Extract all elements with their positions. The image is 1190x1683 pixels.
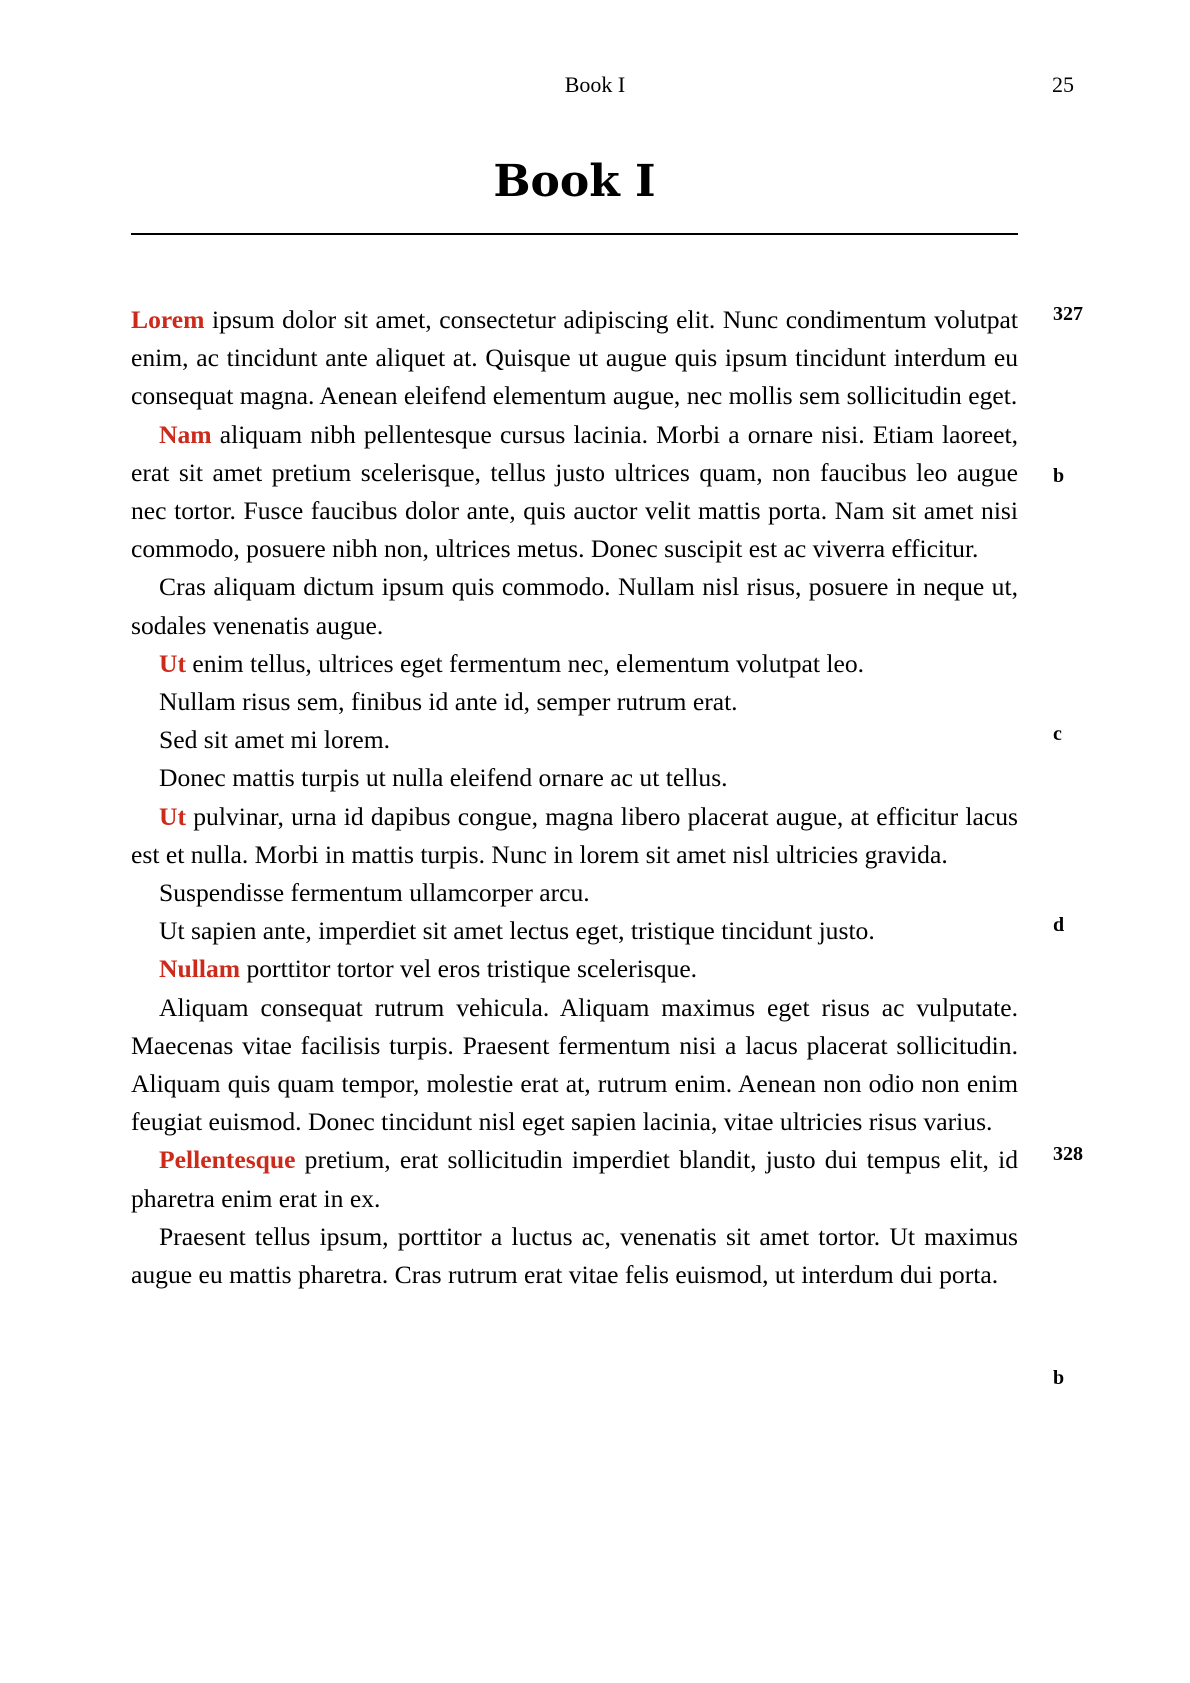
- paragraph-text: Aliquam consequat rutrum vehicula. Aliquam maximus eget risus ac vulputate. Maecenas vitae facilisis turpis. Praesent fermentum nisi a lacus placerat sollicitudin. Aliquam quis quam tempor, molestie erat at, rutrum enim. Aenean non odio non enim feugiat euismod. Donec tincidunt nisl eget sapien lacinia, vitae ultricies risus varius.: [131, 992, 1018, 1137]
- paragraph-text: enim tellus, ultrices eget fermentum nec, elementum volutpat leo.: [186, 648, 865, 678]
- body-text: [131, 301, 1018, 1294]
- paragraph: [131, 950, 1018, 988]
- lead-word: Lorem: [131, 305, 205, 334]
- paragraph: [131, 683, 1018, 721]
- paragraph: [131, 645, 1018, 683]
- paragraph-text: Nullam risus sem, finibus id ante id, semper rutrum erat.: [159, 687, 738, 717]
- margin-marker: c: [1053, 723, 1062, 745]
- paragraph: [131, 416, 1018, 569]
- paragraph: [131, 874, 1018, 912]
- paragraph-text: Ut sapien ante, imperdiet sit amet lectus eget, tristique tincidunt justo.: [159, 916, 875, 946]
- running-head: [0, 72, 1190, 102]
- paragraph-text: ipsum dolor sit amet, consectetur adipiscing elit. Nunc condimentum volutpat enim, ac tincidunt ante aliquet at. Quisque ut augue quis ipsum tincidunt interdum eu consequat magna. Aenean eleifend elementum augue, nec mollis sem sollicitudin eget.: [131, 305, 1018, 411]
- paragraph: [131, 798, 1018, 874]
- paragraph: [131, 1218, 1018, 1294]
- paragraph: [131, 759, 1018, 797]
- paragraph-text: aliquam nibh pellentesque cursus lacinia. Morbi a ornare nisi. Etiam laoreet, erat sit amet pretium scelerisque, tellus justo ultrices quam, non faucibus leo augue nec tortor. Fusce faucibus dolor ante, quis auctor velit mattis porta. Nam sit amet nisi commodo, posuere nibh non, ultrices metus. Donec suscipit est ac viverra efficitur.: [131, 419, 1018, 564]
- paragraph: [131, 989, 1018, 1142]
- paragraph-text: Sed sit amet mi lorem.: [159, 725, 391, 755]
- chapter-title: Book I: [493, 156, 656, 207]
- margin-marker: 327: [1053, 303, 1083, 325]
- paragraph-text: pretium, erat sollicitudin imperdiet blandit, justo dui tempus elit, id pharetra enim erat in ex.: [131, 1145, 1018, 1213]
- running-head-title: Book I: [564, 72, 626, 97]
- lead-word: Ut: [159, 648, 187, 678]
- paragraph-text: Suspendisse fermentum ullamcorper arcu.: [159, 878, 590, 908]
- paragraph-text: porttitor tortor vel eros tristique scelerisque.: [240, 954, 698, 984]
- paragraph: [131, 301, 1018, 416]
- paragraph: [131, 568, 1018, 644]
- paragraph-text: pulvinar, urna id dapibus congue, magna libero placerat augue, at efficitur lacus est et nulla. Morbi in mattis turpis. Nunc in lorem sit amet nisl ultricies gravida.: [131, 801, 1018, 869]
- paragraph: [131, 912, 1018, 950]
- lead-word: Nullam: [159, 954, 241, 984]
- lead-word: Ut: [159, 801, 187, 831]
- margin-marker: 328: [1053, 1143, 1083, 1165]
- margin-marker: d: [1053, 914, 1065, 936]
- paragraph: [131, 721, 1018, 759]
- page-number: 25: [1052, 72, 1074, 97]
- title-rule: [131, 233, 1018, 235]
- lead-word: Nam: [159, 419, 212, 449]
- paragraph: [131, 1141, 1018, 1217]
- margin-marker: b: [1053, 1367, 1065, 1389]
- lead-word: Pellentesque: [159, 1145, 296, 1175]
- paragraph-text: Praesent tellus ipsum, porttitor a luctus ac, venenatis sit amet tortor. Ut maximus augue eu mattis pharetra. Cras rutrum erat vitae felis euismod, ut interdum dui porta.: [131, 1221, 1018, 1290]
- paragraph-text: Donec mattis turpis ut nulla eleifend ornare ac ut tellus.: [159, 763, 728, 793]
- paragraph-text: Cras aliquam dictum ipsum quis commodo. Nullam nisl risus, posuere in neque ut, sodales venenatis augue.: [131, 572, 1018, 640]
- margin-marker: b: [1053, 465, 1065, 487]
